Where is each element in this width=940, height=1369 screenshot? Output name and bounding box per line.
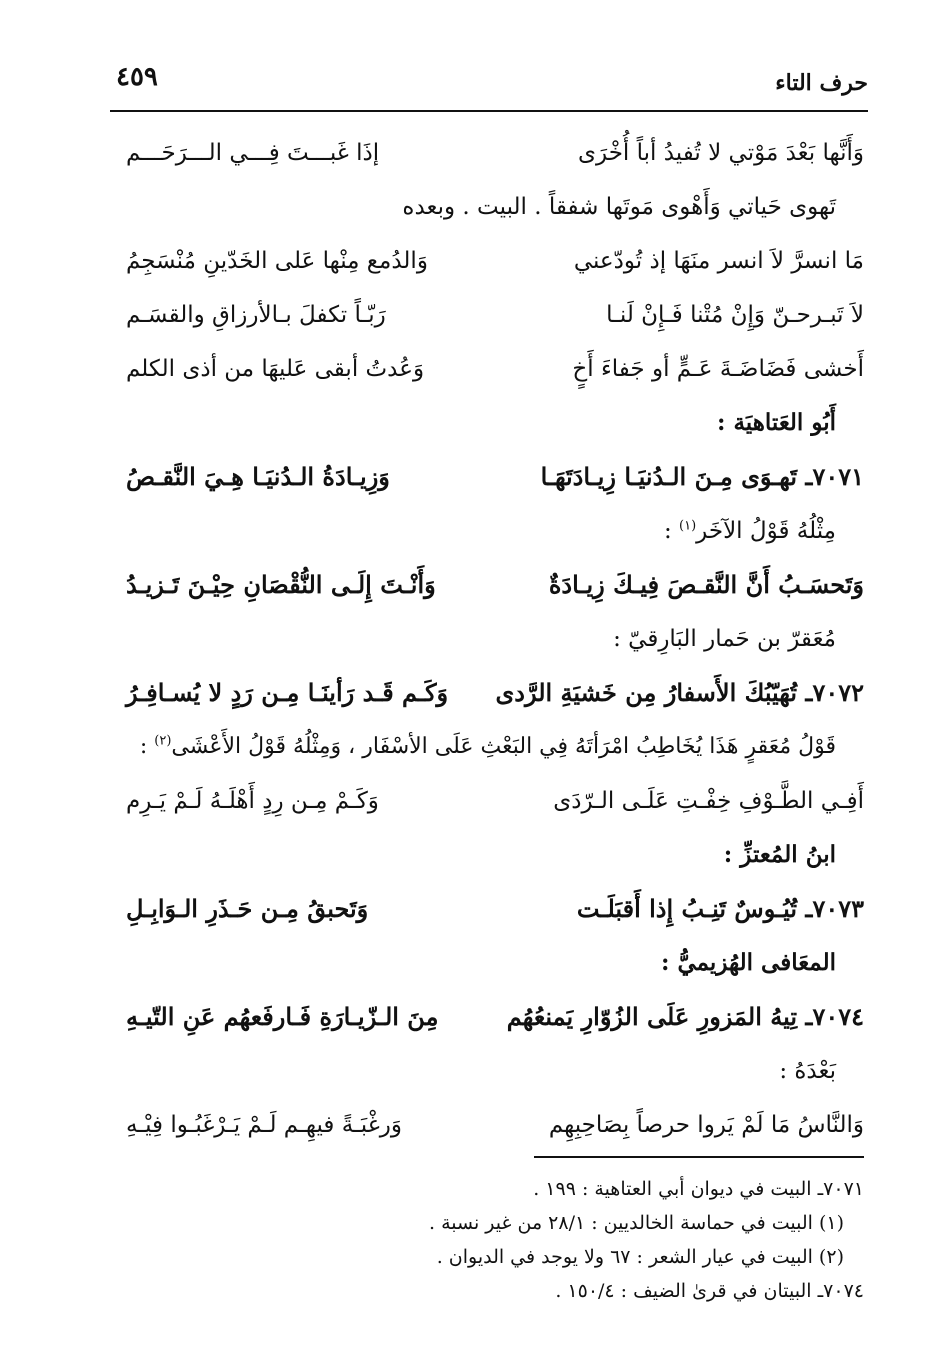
second-hemistich: وَتَحبقُ مِـن حَـذَرِ الـوَابِـلِ [126,894,369,923]
verse-number: ٧٠٧١ـ [805,462,864,491]
first-hemistich [484,666,864,720]
first-hemistich: أَخشى فَضَاضَـةَ عَـمٍّ أو جَفاءَ أَخٍ [572,356,864,382]
prose-line [126,720,864,774]
first-hemistich: أَفِـي الطَّـوْفِ خِفْـتِ عَلَـى الـرّدَى [553,788,864,814]
verse-line [126,774,864,828]
verse-line [126,342,864,396]
verse-number: ٧٠٧٢ـ [805,678,864,707]
footnote-item: (١) البيت في حماسة الخالديين : ٢٨/١ من غير نسبة . [429,1212,844,1234]
poet-name: مُعَقرّ بن حَمار البَارِقيّ : [613,626,836,652]
first-hemistich: وَتَحسَـبُ أَنَّ النَّقـصَ فِيـكَ زِيـادَةٌ [548,570,864,599]
poet-name: ابنُ المُعتزِّ : [723,841,836,868]
running-title: حرف التاء [775,70,868,96]
second-hemistich: وَالدُمع مِنْها عَلى الخَدّينِ مُنْسَجِمُ [126,248,428,274]
prose-line [126,504,864,558]
page-number: ٤٥٩ [116,62,158,92]
footnote-item: (٢) البيت في عيار الشعر : ٦٧ ولا يوجد في الديوان . [436,1246,844,1268]
first-hemistich: وَأَنَّها بَعْدَ مَوْتي لا تُفيدُ أباً أُخْرَى [578,140,864,166]
poet-name: المعَافى الهُزيميُّ : [660,949,836,976]
first-hemistich [484,450,864,504]
numbered-verse [126,882,864,936]
second-hemistich: مِنَ الـزّيـارَةِ فَـارفَعهُم عَنِ التّيـهِ [126,1002,439,1031]
second-hemistich: وَزِيـادَةُ الـدُنيَـا هِـيَ النَّقـصُ [126,462,390,491]
prose-line: تَهوى حَياتي وَأَهْوى مَوتَها شفقاً . البيت . وبعده [402,194,836,220]
numbered-verse [126,666,864,720]
verse-number: ٧٠٧٣ـ [805,894,864,923]
second-hemistich: وَكَـمْ مِـن رِدٍ أَهْلَـهُ لَـمْ يَـرِم [126,788,379,814]
first-hemistich: لاَ تَبـرحـنّ وَإِنْ مُتْنا فَـإِنْ لَنـا [606,302,864,328]
numbered-verse [126,450,864,504]
page-body [126,126,864,1152]
second-hemistich: وَأَنْـتَ إِلَـى النُّقْصَانِ حِيْـنَ تَـزيـدُ [126,570,436,599]
prose-line: بَعْدَهُ : [779,1058,836,1084]
prose-tail: : [663,518,680,544]
first-hemistich: وَالنَّاسُ مَا لَمْ يَروا حرصاً بِصَاحِبِهِم [548,1112,864,1138]
hemistich-text: تَهـوَى مِـنَ الـدُنيَـا زِيـادَتَهَـا [540,462,798,491]
footnote-ref: (١) [679,518,697,534]
verse-line [126,234,864,288]
verse-line [126,288,864,342]
footnote-rule [534,1156,864,1158]
prose-text: قَوْلُ مُعَقرٍ هَذَا يُخَاطِبُ امْرَأتَهُ فِي البَعْثِ عَلَى الأسْفَار ، وَمِثْلُهُ قَوْلُ الأَعْشَى [171,734,836,759]
prose-text: مِثْلُهُ قَوْلُ الآخَر [696,518,836,544]
hemistich-text: تُهَيّبُكَ الأَسفارُ مِن خَشيَةِ الرَّدى [495,678,798,707]
second-hemistich: رَبّـاً تكفلَ بـالأرزاقِ والقسَـم [126,302,386,328]
second-hemistich: وَكَـم قَـد رَأينَـا مِـن رَدٍ لا يُسـافِـرُ [126,678,449,707]
footnote-item: ٧٠٧٤ـ البيتان في قرىٰ الضيف : ١٥٠/٤ . [555,1280,864,1302]
first-hemistich [484,882,864,936]
second-hemistich: وَرغْبَـةً فيهِـم لَـمْ يَـرْغَبُـوا فِيْـهِ [126,1112,402,1138]
hemistich-text: تِيهُ المَزورِ عَلَى الزُوّارِ يَمنعُهُم [506,1002,798,1031]
footnotes [126,1172,864,1308]
header-rule [110,110,868,112]
verse-number: ٧٠٧٤ـ [805,1002,864,1031]
second-hemistich: إذَا غَبـــتَ فِـــي الـــرَحَـــم [126,140,380,166]
hemistich-text: تُيُـوسٌ تَنِـبُ إِذا أَقبَلَـت [576,894,798,923]
first-hemistich: مَا انسرَّ لاَ انسر منَهَا إذ تُودّعني [573,248,864,274]
verse-line [126,1098,864,1152]
footnote-ref: (٢) [154,733,172,749]
second-hemistich: وَعُدتُ أبقى عَليهَا من أذى الكلم [126,356,425,382]
page-header [110,58,868,106]
footnote-item: ٧٠٧١ـ البيت في ديوان أبي العتاهية : ١٩٩ . [533,1178,864,1200]
prose-tail: : [139,734,155,759]
verse-line [126,126,864,180]
numbered-verse [126,990,864,1044]
first-hemistich [484,990,864,1044]
verse-line [126,558,864,612]
poet-name: أَبُو العَتاهيَة : [716,409,836,436]
